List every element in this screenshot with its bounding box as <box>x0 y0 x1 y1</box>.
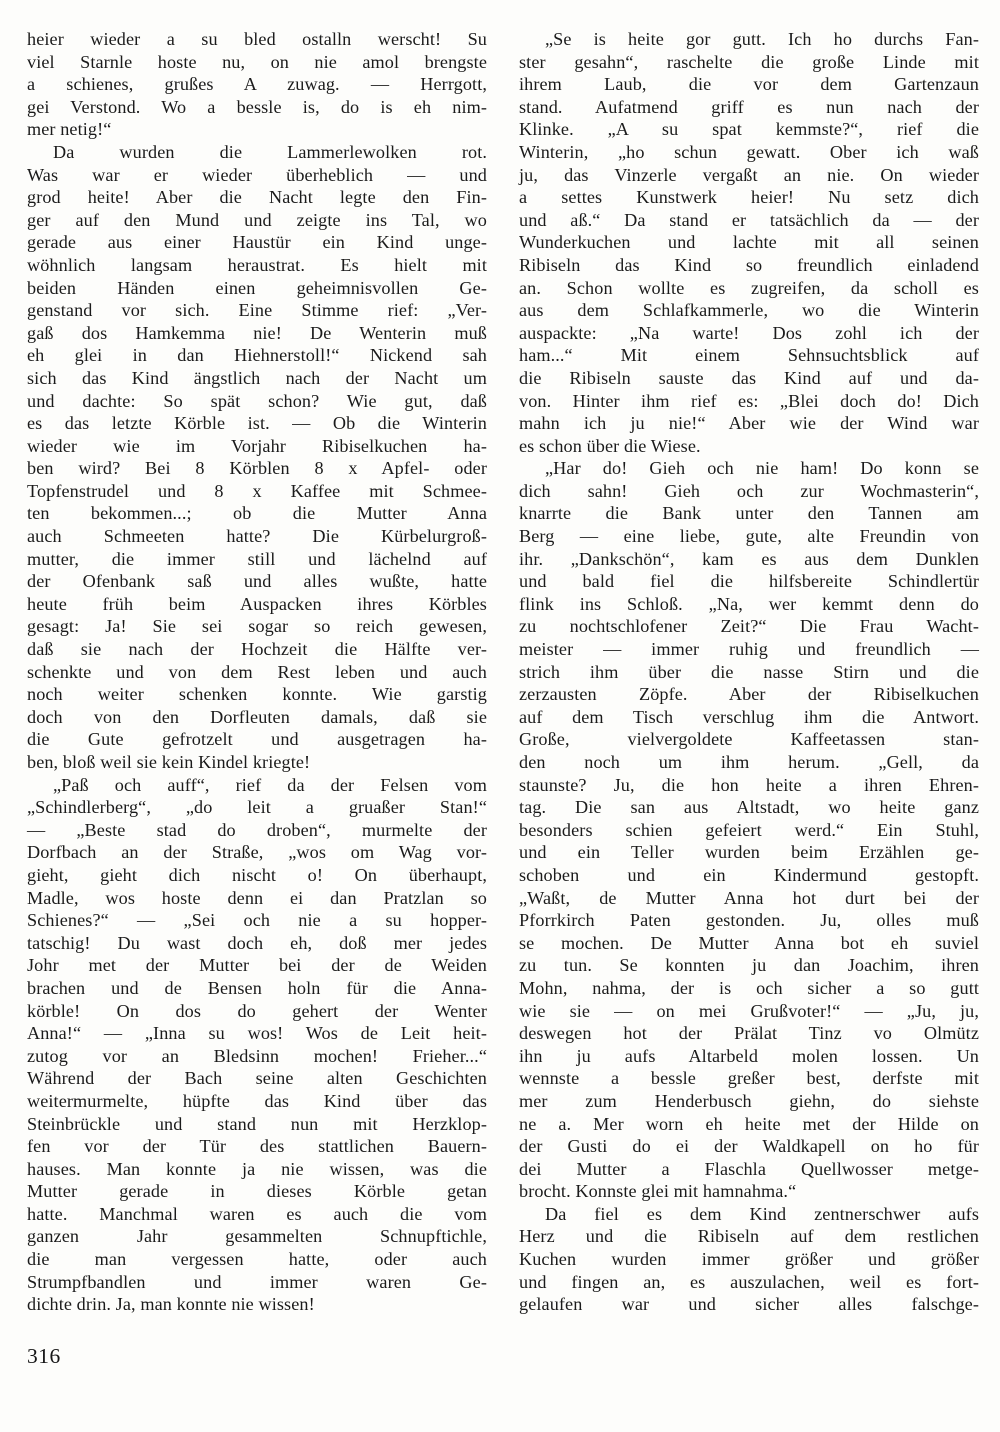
text-line: Strumpfbandlen und immer waren Ge- <box>27 1271 487 1292</box>
text-line: gaß dos Hamkemma nie! De Wenterin muß <box>27 322 487 343</box>
paragraph <box>27 141 487 774</box>
text-line: heute früh beim Auspacken ihres Körbles <box>27 593 487 614</box>
text-line: brachen und de Bensen holn für die Anna- <box>27 977 487 998</box>
text-line: Schienes?“ — „Sei och nie a su hopper- <box>27 910 487 931</box>
text-line: Steinbrückle und stand nun mit Herzklop- <box>27 1113 487 1134</box>
text-line: es schon über die Wiese. <box>519 435 701 456</box>
text-line: meister — immer ruhig und freundlich — <box>519 639 979 660</box>
text-line: an. Schon wollte es zugreifen, da scholl es <box>519 277 979 298</box>
text-line: Während der Bach seine alten Geschichten <box>27 1068 487 1089</box>
text-line: Pforrkirch Paten gestonden. Ju, olles muß <box>519 910 979 931</box>
text-line: „Se is heite gor gutt. Ich ho durchs Fan- <box>545 29 979 49</box>
text-line: es das letzte Körble ist. — Ob die Winterin <box>27 413 487 434</box>
text-line: wöhnlich langsam heraustrat. Es hielt mit <box>27 254 487 275</box>
text-line: körble! On dos do gehert der Wenter <box>27 1000 487 1021</box>
text-line: viel Starnle hoste nu, on nie amol brengste <box>27 51 487 72</box>
text-line: ster gesahn“, raschelte die große Linde mit <box>519 51 979 72</box>
text-line: die Gute gefrotzelt und ausgetragen ha- <box>27 729 487 750</box>
text-line: daß sie nach der Hochzeit die Hälfte ver- <box>27 639 487 660</box>
text-line: Madle, wos hoste denn ei dan Pratzlan so <box>27 887 487 908</box>
text-line: Berg — eine liebe, gute, alte Freundin von <box>519 526 979 547</box>
text-line: ganzen Jahr gesammelten Schnupftichle, <box>27 1226 487 1247</box>
text-line: flink ins Schloß. „Na, wer kemmt denn do <box>519 593 979 614</box>
text-line: a schienes, grußes A zuwag. — Herrgott, <box>27 74 487 95</box>
text-line: und aß.“ Da stand er tatsächlich da — der <box>519 209 979 230</box>
text-line: dei Mutter a Flaschla Quellwosser metge- <box>519 1158 979 1179</box>
text-line: besonders schien gefeiert werd.“ Ein Stuhl, <box>519 819 979 840</box>
text-line: Große, vielvergoldete Kaffeetassen stan- <box>519 729 979 750</box>
text-line: von. Hinter ihm rief es: „Blei doch do! Dich <box>519 390 979 411</box>
text-line: sich das Kind ängstlich nach der Nacht um <box>27 367 487 388</box>
text-columns <box>27 28 979 1316</box>
text-line: ger auf den Mund und zeigte ins Tal, wo <box>27 209 487 230</box>
text-line: Mutter gerade in dieses Körble getan <box>27 1181 487 1202</box>
text-line: knarrte die Bank unter den Tannen am <box>519 503 979 524</box>
paragraph <box>519 28 979 457</box>
paragraph <box>27 774 487 1316</box>
text-line: beiden Händen einen geheimnisvollen Ge- <box>27 277 487 298</box>
text-line: deswegen hot der Prälat Tinz vo Olmütz <box>519 1023 979 1044</box>
text-line: und fingen an, es auszulachen, weil es fort- <box>519 1271 979 1292</box>
text-line: wieder wie im Vorjahr Ribiselkuchen ha- <box>27 435 487 456</box>
text-line: ten bekommen...; ob die Mutter Anna <box>27 503 487 524</box>
page-number: 316 <box>27 1344 61 1368</box>
text-line: Dorfbach an der Straße, „wos om Wag vor- <box>27 842 487 863</box>
text-line: auf dem Tisch verschlug ihm die Antwort. <box>519 706 979 727</box>
text-line: ju, das Vinzerle vergaßt an nie. On wieder <box>519 164 979 185</box>
text-line: ihr. „Dankschön“, kam es aus dem Dunklen <box>519 548 979 569</box>
text-line: ihrem Laub, die vor dem Gartenzaun <box>519 74 979 95</box>
text-line: Topfenstrudel und 8 x Kaffee mit Schmee- <box>27 480 487 501</box>
text-line: genstand vor sich. Eine Stimme rief: „Ver- <box>27 300 487 321</box>
text-line: Herz und die Ribiseln auf dem restlichen <box>519 1226 979 1247</box>
text-line: doch von den Dorfleuten damals, daß sie <box>27 706 487 727</box>
text-line: gei Verstond. Wo a bessle is, do is eh nim- <box>27 96 487 117</box>
text-line: Kuchen wurden immer größer und größer <box>519 1249 979 1270</box>
text-line: eh glei in dan Hiehnerstoll!“ Nickend sah <box>27 345 487 366</box>
text-line: „Waßt, de Mutter Anna hot durt bei der <box>519 887 979 908</box>
text-line: grod heite! Aber die Nacht legte den Fin- <box>27 187 487 208</box>
text-line: den noch um ihm herum. „Gell, da <box>519 752 979 772</box>
text-line: tag. Die san aus Altstadt, wo heite ganz <box>519 797 979 818</box>
text-line: der Ofenbank saß und alles wußte, hatte <box>27 571 487 592</box>
text-line: die man vergessen hatte, oder auch <box>27 1249 487 1270</box>
text-line: Winterin, „ho schun gewatt. Ober ich waß <box>519 141 979 162</box>
text-line: Ribiseln das Kind so freundlich einladend <box>519 254 979 275</box>
text-line: gelaufen war und sicher alles falschge- <box>519 1294 979 1315</box>
text-line: und dachte: So spät schon? Wie gut, daß <box>27 390 487 411</box>
text-line: heier wieder a su bled ostalln werscht! Su <box>27 29 487 49</box>
text-line: „Schindlerberg“, „do leit a gruaßer Stan!“ <box>27 797 487 818</box>
text-line: schoben und ein Kindermund gestopft. <box>519 864 979 885</box>
text-line: ben wird? Bei 8 Körblen 8 x Apfel- oder <box>27 458 487 479</box>
text-line: stand. Aufatmend griff es nun nach der <box>519 96 979 117</box>
text-line: zerzausten Zöpfe. Aber der Ribiselkuchen <box>519 684 979 705</box>
text-line: brocht. Konnste glei mit hamnahma.“ <box>519 1181 797 1202</box>
text-line: gerade aus einer Haustür ein Kind unge- <box>27 232 487 253</box>
text-line: hauses. Man konnte ja nie wissen, was die <box>27 1158 487 1179</box>
text-line: gieht, gieht dich nischt o! On überhaupt, <box>27 864 487 885</box>
text-line: Wunderkuchen und lachte mit all seinen <box>519 232 979 253</box>
text-line: hatte. Manchmal waren es auch die vom <box>27 1203 487 1224</box>
text-line: mahn ich ju nie!“ Aber wie der Wind war <box>519 413 979 434</box>
text-line: „Paß och auff“, rief da der Felsen vom <box>53 774 487 795</box>
text-line: ne a. Mer worn eh heite met der Hilde on <box>519 1113 979 1134</box>
text-line: die Ribiseln sauste das Kind auf und da- <box>519 367 979 388</box>
text-line: Anna!“ — „Inna su wos! Wos de Leit heit- <box>27 1023 487 1044</box>
text-line: „Har do! Gieh och nie ham! Do konn se <box>545 458 979 479</box>
left-column <box>27 28 487 1316</box>
text-line: schenkte und von dem Rest leben und auch <box>27 661 487 682</box>
text-line: tatschig! Du wast doch eh, doß mer jedes <box>27 932 487 953</box>
text-line: ham...“ Mit einem Sehnsuchtsblick auf <box>519 345 979 366</box>
text-line: a settes Kunstwerk heier! Nu setz dich <box>519 187 979 208</box>
text-line: Klinke. „A su spat kemmste?“, rief die <box>519 119 979 140</box>
text-line: zu nochtschlofener Zeit?“ Die Frau Wacht- <box>519 616 979 637</box>
paragraph <box>519 457 979 1203</box>
text-line: Was war er wieder überheblich — und <box>27 164 487 185</box>
text-line: aus dem Schlafkammerle, wo die Winterin <box>519 300 979 321</box>
text-line: zu tun. Se konnten ju dan Joachim, ihren <box>519 955 979 976</box>
text-line: strich ihm über die nasse Stirn und die <box>519 661 979 682</box>
text-line: und ein Teller wurden beim Erzählen ge- <box>519 842 979 863</box>
text-line: dichte drin. Ja, man konnte nie wissen! <box>27 1294 315 1315</box>
text-line: mer zum Henderbusch giehn, do siehste <box>519 1090 979 1111</box>
text-line: ihn ju aufs Altarbeld molen lossen. Un <box>519 1045 979 1066</box>
paragraph <box>519 1203 979 1316</box>
text-line: Mohn, nahma, der is och sicher a so gutt <box>519 977 979 998</box>
text-line: auspackte: „Na warte! Dos zohl ich der <box>519 322 979 343</box>
text-line: Johr met der Mutter bei der de Weiden <box>27 955 487 976</box>
text-line: ben, bloß weil sie kein Kindel kriegte! <box>27 752 311 772</box>
text-line: gesagt: Ja! Sie sei sogar so reich gewesen, <box>27 616 487 637</box>
right-column <box>519 28 979 1316</box>
text-line: se mochen. De Mutter Anna bot eh suviel <box>519 932 979 953</box>
text-line: — „Beste stad do droben“, murmelte der <box>27 819 487 840</box>
text-line: fen vor der Tür des stattlichen Bauern- <box>27 1136 487 1157</box>
text-line: zutog vor an Bledsinn mochen! Frieher...“ <box>27 1045 487 1066</box>
text-line: wennste a bessle greßer best, derfste mit <box>519 1068 979 1089</box>
text-line: noch weiter schenken konnte. Wie garstig <box>27 684 487 705</box>
text-line: der Gusti do ei der Waldkapell on ho für <box>519 1136 979 1157</box>
text-line: staunste? Ju, die hon heite a ihren Ehren- <box>519 774 979 795</box>
text-line: wie sie — on mei Grußvoter!“ — „Ju, ju, <box>519 1000 979 1021</box>
text-line: dich sahn! Gieh och zur Wochmasterin“, <box>519 480 979 501</box>
text-line: weitermurmelte, hüpfte das Kind über das <box>27 1090 487 1111</box>
text-line: mer netig!“ <box>27 119 112 140</box>
text-line: Da fiel es dem Kind zentnerschwer aufs <box>545 1203 979 1224</box>
text-line: auch Schmeeten hatte? Die Kürbelurgroß- <box>27 526 487 547</box>
text-line: Da wurden die Lammerlewolken rot. <box>53 141 487 162</box>
text-line: mutter, die immer still und lächelnd auf <box>27 548 487 569</box>
text-line: und bald fiel die hilfsbereite Schindlertür <box>519 571 979 592</box>
paragraph <box>27 28 487 141</box>
